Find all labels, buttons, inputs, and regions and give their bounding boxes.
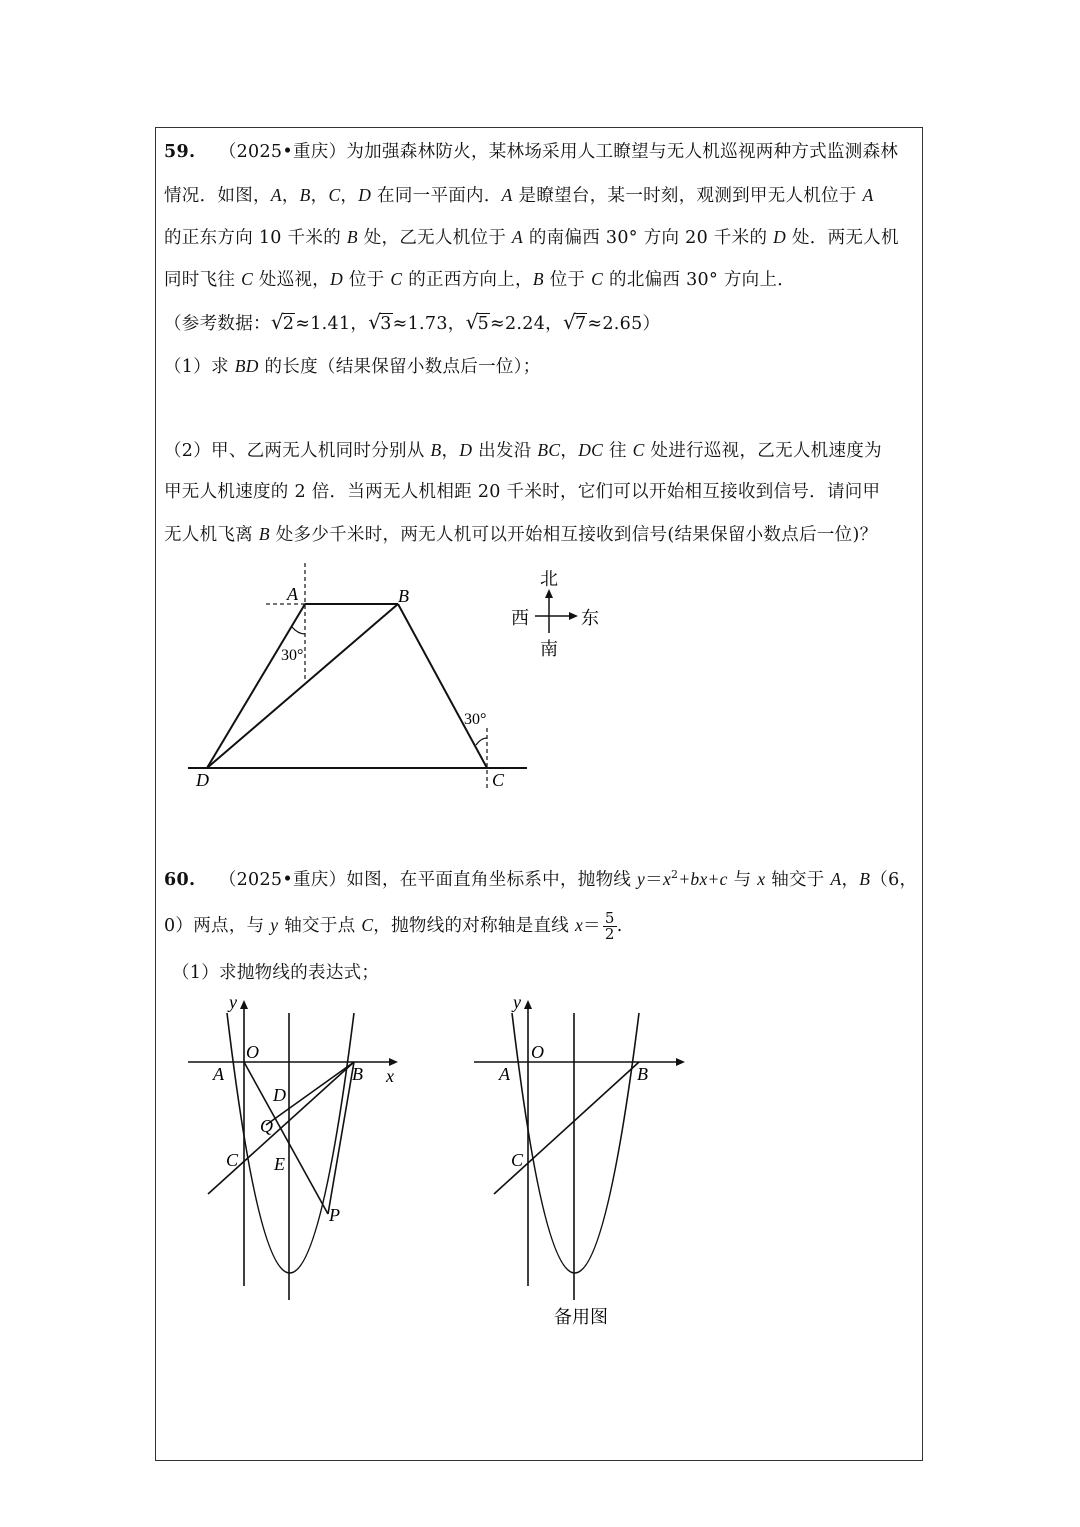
compass-south: 南 xyxy=(540,639,558,659)
compass-east: 东 xyxy=(581,608,599,628)
p60-question-1: （1）求抛物线的表达式； xyxy=(172,963,380,983)
fig60-label-Q: Q xyxy=(260,1116,273,1136)
fig59-label-D: D xyxy=(196,770,209,790)
p59-question-2-line-2: 甲无人机速度的 2 倍．当两无人机相距 20 千米时，它们可以开始相互接收到信号．请问甲 xyxy=(164,482,881,502)
p59-line-1: 59. （2025•重庆）为加强森林防火，某林场采用人工瞭望与无人机巡视两种方式监测森林 xyxy=(164,142,899,162)
fig60-label-A: A xyxy=(213,1064,224,1084)
p60-line-2: 0）两点，与 y 轴交于点 C，抛物线的对称轴是直线 x＝ $\frac{5}{2}$ . xyxy=(164,909,623,943)
p59-line-2: 情况．如图，A，B，C，D 在同一平面内．A 是瞭望台，某一时刻，观测到甲无人机位于 A xyxy=(164,185,874,206)
fraction-5-over-2: $\frac{5}{2}$ xyxy=(604,909,615,943)
fig60-label-B: B xyxy=(352,1064,363,1084)
problem-number-59: 59. xyxy=(164,142,196,162)
spare-label-O: O xyxy=(531,1042,544,1062)
fig59-angle-C: 30° xyxy=(464,711,487,728)
fig59-label-B: B xyxy=(398,586,409,606)
fig59-label-C: C xyxy=(492,770,505,790)
spare-label-B: B xyxy=(637,1064,648,1084)
spare-caption: 备用图 xyxy=(554,1307,608,1327)
p59-line-3: 的正东方向 10 千米的 B 处，乙无人机位于 A 的南偏西 30° 方向 20 千米的 D 处．两无人机 xyxy=(164,227,899,248)
problem-number-60: 60. xyxy=(164,869,196,890)
fig59-label-A: A xyxy=(287,584,298,604)
fig60-label-D: D xyxy=(273,1085,286,1105)
problem-source: （2025•重庆） xyxy=(218,142,347,162)
spare-label-C: C xyxy=(511,1150,524,1170)
p59-reference-data: （参考数据：√ 2≈1.41，√ 3≈1.73，√ 5≈2.24，√ 7≈2.65） xyxy=(164,313,660,335)
line-BC xyxy=(494,1062,639,1194)
fig60-label-x: x xyxy=(386,1066,394,1086)
compass-west: 西 xyxy=(511,608,529,628)
fig60-label-O: O xyxy=(246,1042,259,1062)
p60-line-1: 60. （2025•重庆）如图，在平面直角坐标系中，抛物线 $y=x^2+bx+c$ 与 x 轴交于 A，B（6， xyxy=(164,868,918,890)
fig59-angle-A: 30° xyxy=(281,647,304,664)
fig60-label-P: P xyxy=(329,1205,340,1225)
fig60-label-y: y xyxy=(229,992,237,1012)
fig60-label-C: C xyxy=(226,1150,239,1170)
p59-line-4: 同时飞往 C 处巡视，D 位于 C 的正西方向上，B 位于 C 的北偏西 30° 方向上． xyxy=(164,269,796,290)
p59-question-1: （1）求 BD 的长度（结果保留小数点后一位）； xyxy=(164,356,541,377)
spare-label-A: A xyxy=(499,1064,510,1084)
compass-north: 北 xyxy=(540,569,558,589)
fig60-label-E: E xyxy=(274,1154,285,1174)
p59-question-2-line-3: 无人机飞离 B 处多少千米时，两无人机可以开始相互接收到信号(结果保留小数点后一位)？ xyxy=(164,524,878,545)
y-axis-arrow-icon xyxy=(524,1000,532,1009)
spare-label-y: y xyxy=(513,992,521,1012)
x-axis-arrow-icon xyxy=(676,1058,685,1066)
p59-question-2-line-1: （2）甲、乙两无人机同时分别从 B，D 出发沿 BC，DC 往 C 处进行巡视，乙无人机速度为 xyxy=(164,440,882,461)
